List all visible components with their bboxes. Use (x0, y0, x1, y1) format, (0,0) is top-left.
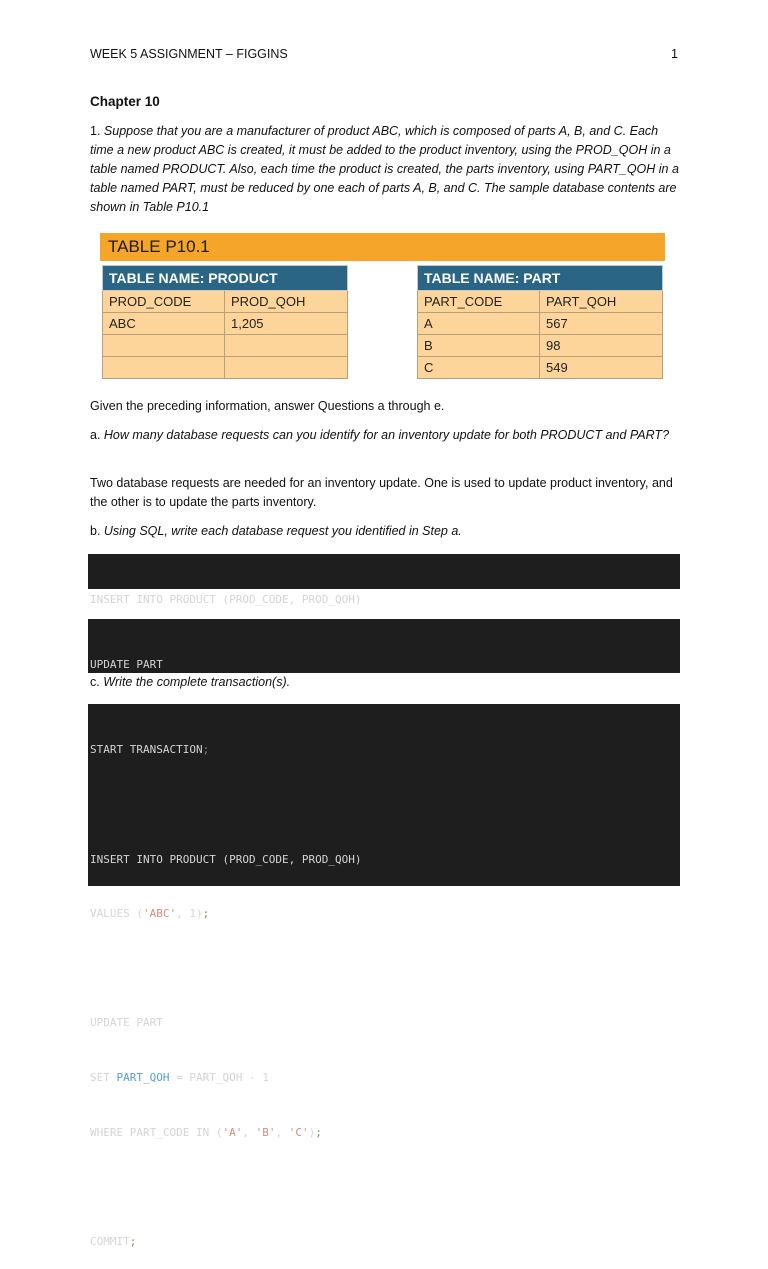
table-cell (103, 335, 225, 357)
chapter-heading: Chapter 10 (90, 94, 160, 109)
table-cell (225, 357, 348, 379)
code-line: WHERE PART_CODE IN ('A', 'B', 'C'); (90, 1125, 322, 1139)
table-header-cell: PROD_CODE (103, 291, 225, 313)
question-1 (90, 122, 680, 217)
table-row (418, 357, 663, 379)
table-header-cell: PROD_QOH (225, 291, 348, 313)
question-c (90, 673, 680, 692)
question-a-prefix: a. (90, 428, 104, 442)
table-row (418, 335, 663, 357)
table-cell: 98 (540, 335, 663, 357)
code-line: SET PART_QOH = PART_QOH - 1 (90, 1070, 269, 1084)
question-b-text: Using SQL, write each database request you identified in Step a. (103, 524, 462, 538)
document-title: WEEK 5 ASSIGNMENT – FIGGINS (90, 47, 288, 61)
code-line: INSERT INTO PRODUCT (PROD_CODE, PROD_QOH) (90, 593, 362, 607)
code-line: UPDATE PART (90, 1016, 163, 1030)
table-cell: ABC (103, 313, 225, 335)
table-cell: 549 (540, 357, 663, 379)
code-blank-line (90, 1178, 678, 1196)
table-cell: A (418, 313, 540, 335)
code-line: UPDATE PART (90, 658, 163, 672)
answer-a: Two database requests are needed for an inventory update. One is used to update product inventory, and the other is to update the parts inventory. (90, 476, 673, 509)
table-row (103, 313, 348, 335)
table-cell: 1,205 (225, 313, 348, 335)
table-cell: B (418, 335, 540, 357)
table-cell: 567 (540, 313, 663, 335)
intro-text: Given the preceding information, answer Questions a through e. (90, 399, 445, 413)
question-a (90, 426, 680, 445)
code-line: VALUES ('ABC', 1); (90, 907, 210, 921)
code-line: INSERT INTO PRODUCT (PROD_CODE, PROD_QOH) (90, 852, 362, 866)
code-block-transaction (88, 704, 680, 1248)
question-b-prefix: b. (90, 524, 104, 538)
table-row (103, 335, 348, 357)
question-1-number: 1. (90, 124, 104, 138)
table-figure (100, 233, 665, 388)
code-block-update (88, 619, 680, 673)
product-table-name: TABLE NAME: PRODUCT (103, 266, 348, 291)
code-block-insert (88, 554, 680, 607)
code-line: START TRANSACTION; (90, 743, 210, 757)
question-a-text: How many database requests can you identify for an inventory update for both PRODUCT and PART? (103, 428, 670, 442)
part-table (417, 265, 663, 379)
table-row (103, 357, 348, 379)
table-cell: C (418, 357, 540, 379)
question-1-text: Suppose that you are a manufacturer of product ABC, which is composed of parts A, B, and C. Each time a new product ABC is created, it must be added to the product inventory, using the PROD_QOH in a table named PRODUCT. Also, each time the product is created, the parts inventory, using PART_QOH in a table named PART, must be reduced by one each of parts A, B, and C. The sample database contents are shown in Table P10.1 (90, 124, 679, 214)
table-header-cell: PART_QOH (540, 291, 663, 313)
code-line: COMMIT; (90, 1234, 137, 1248)
question-c-text: Write the complete transaction(s). (103, 675, 291, 689)
question-c-prefix: c. (90, 675, 104, 689)
product-table (102, 265, 348, 379)
table-cell (225, 335, 348, 357)
table-header-cell: PART_CODE (418, 291, 540, 313)
table-cell (103, 357, 225, 379)
question-b (90, 522, 680, 541)
part-table-name: TABLE NAME: PART (418, 266, 663, 291)
code-blank-line (90, 960, 678, 978)
code-blank-line (90, 796, 678, 814)
page-header (90, 47, 678, 63)
page-number: 1 (671, 47, 678, 61)
table-figure-title: TABLE P10.1 (100, 233, 665, 261)
table-row (418, 313, 663, 335)
